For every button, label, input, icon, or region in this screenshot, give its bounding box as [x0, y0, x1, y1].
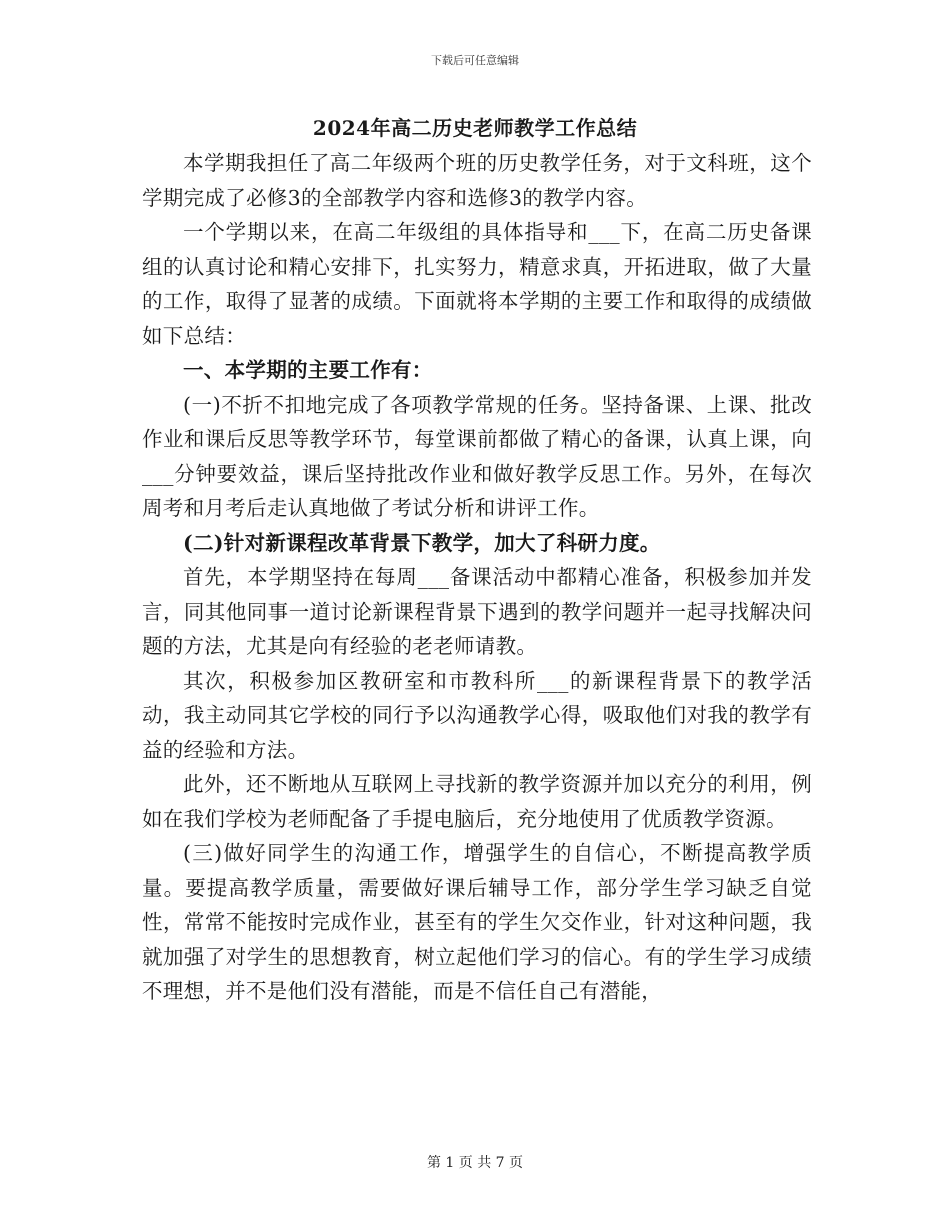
section-heading-research: (二)针对新课程改革背景下教学，加大了科研力度。 [183, 530, 661, 555]
paragraph-item-1: (一)不折不扣地完成了各项教学常规的任务。坚持备课、上课、批改作业和课后反思等教学环节，每堂课前都做了精心的备课，认真上课，向___分钟要效益，课后坚持批改作业和做好教学反思工作。另外，在每次周考和月考后走认真地做了考试分析和讲评工作。 [142, 392, 812, 520]
paragraph-additionally: 此外，还不断地从互联网上寻找新的教学资源并加以充分的利用，例如在我们学校为老师配备了手提电脑后，充分地使用了优质教学资源。 [142, 772, 812, 831]
section-heading-main-work: 一、本学期的主要工作有： [183, 358, 433, 382]
paragraph-intro: 本学期我担任了高二年级两个班的历史教学任务，对于文科班，这个学期完成了必修3的全部教学内容和选修3的教学内容。 [142, 151, 812, 210]
paragraph-overview: 一个学期以来，在高二年级组的具体指导和___下，在高二历史备课组的认真讨论和精心安排下，扎实努力，精意求真，开拓进取，做了大量的工作，取得了显著的成绩。下面就将本学期的主要工作和取得的成绩做如下总结： [142, 220, 812, 348]
paragraph-first: 首先，本学期坚持在每周___备课活动中都精心准备，积极参加并发言，同其他同事一道讨论新课程背景下遇到的教学问题并一起寻找解决问题的方法，尤其是向有经验的老老师请教。 [142, 565, 812, 658]
paragraph-second: 其次，积极参加区教研室和市教科所___的新课程背景下的教学活动，我主动同其它学校的同行予以沟通教学心得，吸取他们对我的教学有益的经验和方法。 [142, 668, 812, 762]
paragraph-item-3: (三)做好同学生的沟通工作，增强学生的自信心，不断提高教学质量。要提高教学质量，需要做好课后辅导工作，部分学生学习缺乏自觉性，常常不能按时完成作业，甚至有的学生欠交作业，针对这种问题，我就加强了对学生的思想教育，树立起他们学习的信心。有的学生学习成绩不理想，并不是他们没有潜能，而是不信任自己有潜能， [142, 841, 812, 1003]
page-number: 第 1 页 共 7 页 [426, 1155, 524, 1171]
document-body [142, 146, 812, 1009]
document-title: 2024年高二历史老师教学工作总结 [312, 116, 638, 140]
page-header-note: 下载后可任意编辑 [431, 54, 519, 67]
